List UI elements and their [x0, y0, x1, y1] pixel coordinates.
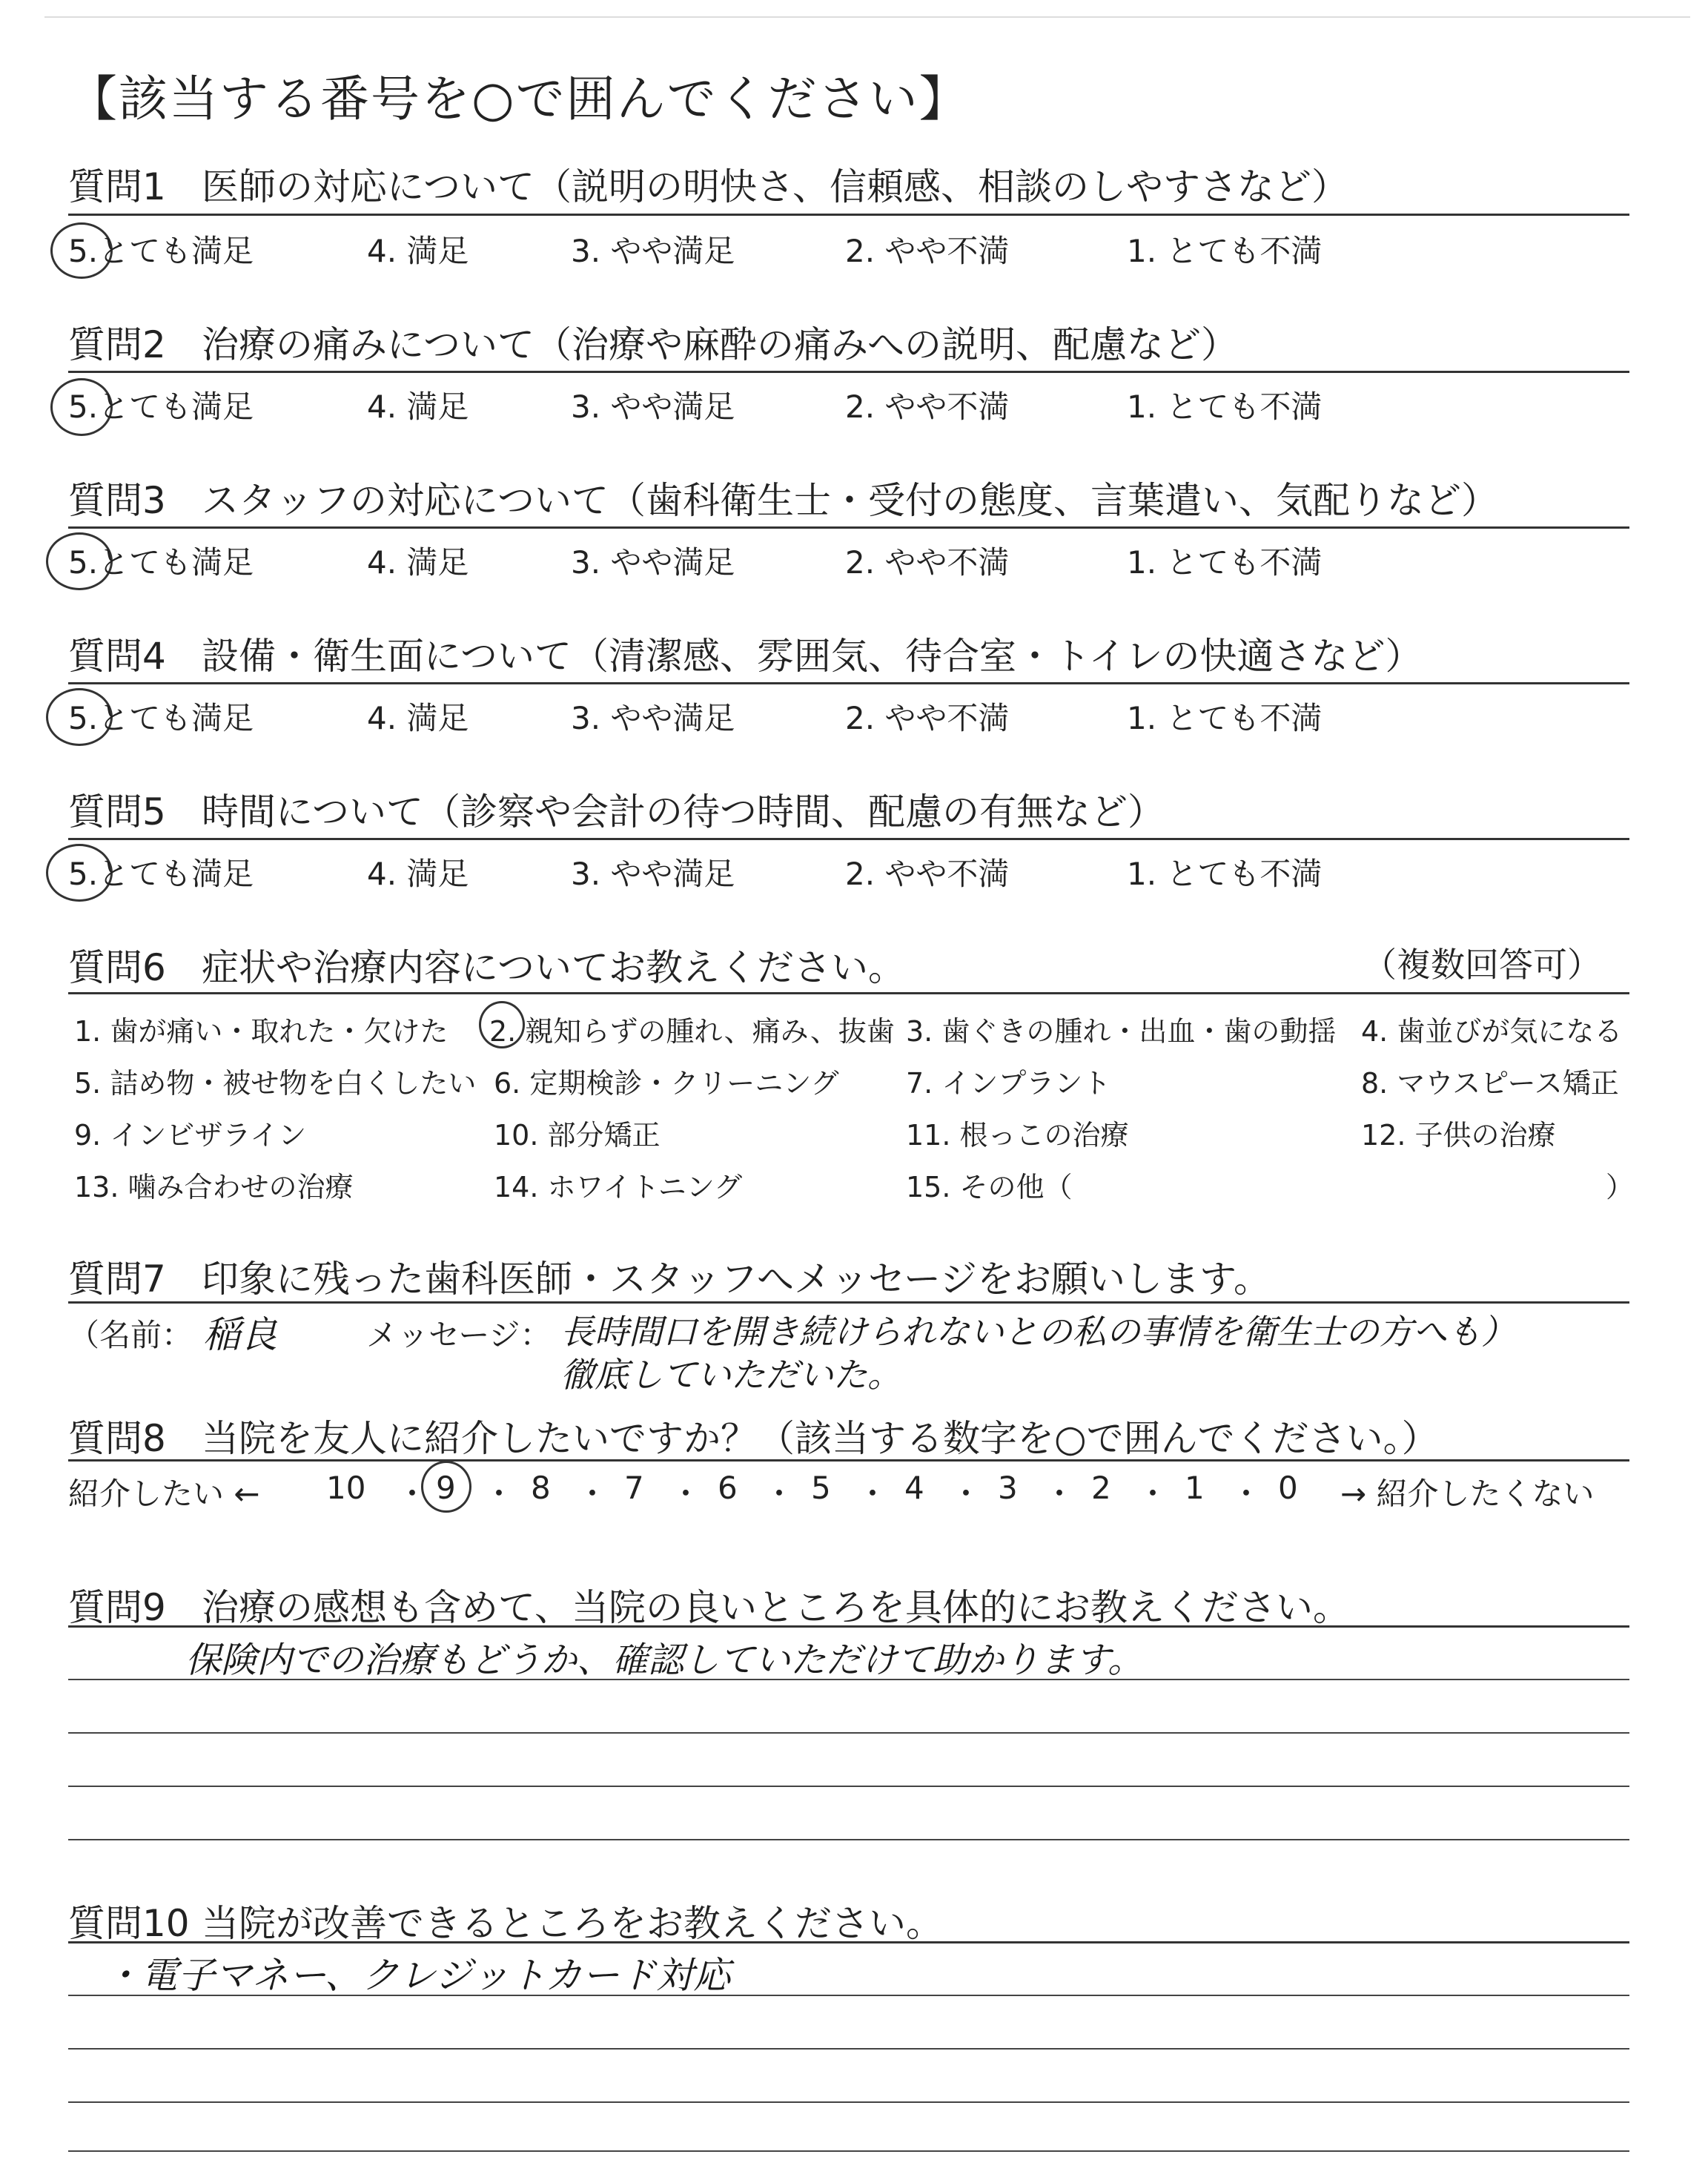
q8-dot: ・ — [1044, 1476, 1076, 1512]
answer-line — [68, 2150, 1629, 2152]
question-10-number: 質問10 — [68, 1902, 190, 1945]
question-7-text: 印象に残った歯科医師・スタッフへメッセージをお願いします。 — [202, 1258, 1271, 1301]
q8-dot: ・ — [857, 1476, 889, 1512]
q6-item-2[interactable]: 2. 親知らずの腫れ、痛み、抜歯 — [489, 1015, 895, 1048]
q8-dot: ・ — [1137, 1476, 1169, 1512]
q6-item-11[interactable]: 11. 根っこの治療 — [906, 1119, 1129, 1152]
answer-line — [68, 2101, 1629, 2103]
q7-name-value[interactable]: 稲良 — [203, 1313, 277, 1356]
question-9-rule — [68, 1625, 1629, 1628]
q6-item-7[interactable]: 7. インプラント — [906, 1067, 1111, 1100]
q5-option-3[interactable]: 3. やや満足 — [571, 856, 735, 892]
question-9 — [68, 1578, 1350, 1631]
answer-line — [68, 1732, 1629, 1734]
q2-option-4[interactable]: 4. 満足 — [367, 389, 469, 425]
q7-name-label: （名前： — [68, 1317, 193, 1353]
question-6 — [68, 938, 905, 991]
q6-item-13[interactable]: 13. 噛み合わせの治療 — [74, 1171, 354, 1203]
q8-scale-9[interactable]: 9 — [436, 1470, 456, 1506]
answer-line — [68, 1786, 1629, 1787]
q8-scale-5[interactable]: 5 — [811, 1470, 831, 1506]
answer-line — [68, 1839, 1629, 1840]
q8-dot: ・ — [764, 1476, 795, 1512]
q8-scale-4[interactable]: 4 — [904, 1470, 924, 1506]
question-6-note: （複数回答可） — [1363, 945, 1601, 985]
q6-item-3[interactable]: 3. 歯ぐきの腫れ・出血・歯の動揺 — [906, 1015, 1337, 1048]
q5-option-5[interactable]: 5.とても満足 — [68, 856, 254, 892]
q8-left-label: 紹介したい ← — [68, 1476, 260, 1512]
q2-option-2[interactable]: 2. やや不満 — [845, 389, 1010, 425]
question-4 — [68, 627, 1423, 680]
q2-option-1[interactable]: 1. とても不満 — [1127, 389, 1323, 425]
q8-dot: ・ — [670, 1476, 702, 1512]
question-1-number: 質問1 — [68, 165, 166, 208]
question-3-number: 質問3 — [68, 479, 166, 522]
question-6-text: 症状や治療内容についてお教えください。 — [202, 946, 905, 989]
q6-item-6[interactable]: 6. 定期検診・クリーニング — [494, 1067, 839, 1100]
q6-item-14[interactable]: 14. ホワイトニング — [494, 1171, 743, 1203]
question-4-rule — [68, 682, 1629, 684]
question-6-number: 質問6 — [68, 946, 166, 989]
q5-option-2[interactable]: 2. やや不満 — [845, 856, 1010, 892]
question-10 — [68, 1894, 943, 1947]
q8-dot: ・ — [483, 1476, 515, 1512]
question-5-text: 時間について（診察や会計の待つ時間、配慮の有無など） — [202, 790, 1165, 833]
q4-option-5[interactable]: 5.とても満足 — [68, 700, 254, 736]
q3-option-2[interactable]: 2. やや不満 — [845, 544, 1010, 581]
question-8 — [68, 1409, 1439, 1462]
question-7 — [68, 1249, 1271, 1303]
q8-scale-1[interactable]: 1 — [1185, 1470, 1205, 1506]
question-5-rule — [68, 838, 1629, 840]
question-7-number: 質問7 — [68, 1258, 166, 1301]
q1-option-3[interactable]: 3. やや満足 — [571, 233, 735, 269]
q7-message-line1[interactable]: 長時間口を開き続けられないとの私の事情を衛生士の方へも） — [560, 1312, 1515, 1352]
q3-option-4[interactable]: 4. 満足 — [367, 544, 469, 581]
question-5-number: 質問5 — [68, 790, 166, 833]
q6-item-15[interactable]: 15. その他（ — [906, 1171, 1073, 1203]
q8-scale-8[interactable]: 8 — [531, 1470, 551, 1506]
q8-scale-7[interactable]: 7 — [624, 1470, 644, 1506]
q8-dot: ・ — [397, 1476, 428, 1512]
question-2 — [68, 315, 1238, 369]
q5-option-4[interactable]: 4. 満足 — [367, 856, 469, 892]
page-top-edge — [44, 16, 1690, 18]
question-8-number: 質問8 — [68, 1417, 166, 1460]
question-3-rule — [68, 526, 1629, 529]
q5-option-1[interactable]: 1. とても不満 — [1127, 856, 1323, 892]
q8-scale-0[interactable]: 0 — [1278, 1470, 1298, 1506]
answer-line — [68, 1995, 1629, 1996]
q1-option-1[interactable]: 1. とても不満 — [1127, 233, 1323, 269]
question-10-rule — [68, 1941, 1629, 1943]
question-9-text: 治療の感想も含めて、当院の良いところを具体的にお教えください。 — [202, 1586, 1350, 1629]
q6-item-8[interactable]: 8. マウスピース矯正 — [1361, 1067, 1619, 1100]
q8-right-label: → 紹介したくない — [1340, 1476, 1595, 1512]
q8-scale-6[interactable]: 6 — [718, 1470, 738, 1506]
question-3 — [68, 471, 1498, 524]
q4-option-3[interactable]: 3. やや満足 — [571, 700, 735, 736]
q6-item-9[interactable]: 9. インビザライン — [74, 1119, 307, 1152]
q7-message-line2[interactable]: 徹底していただいた。 — [560, 1355, 901, 1395]
q1-option-2[interactable]: 2. やや不満 — [845, 233, 1010, 269]
q3-option-1[interactable]: 1. とても不満 — [1127, 544, 1323, 581]
question-2-rule — [68, 371, 1629, 373]
question-6-rule — [68, 992, 1629, 994]
question-8-text: 当院を友人に紹介したいですか？（該当する数字を○で囲んでください。） — [202, 1417, 1439, 1460]
q8-scale-2[interactable]: 2 — [1091, 1470, 1111, 1506]
q8-scale-3[interactable]: 3 — [998, 1470, 1018, 1506]
question-2-text: 治療の痛みについて（治療や麻酔の痛みへの説明、配慮など） — [202, 323, 1238, 366]
question-8-rule — [68, 1459, 1629, 1462]
q6-item-15-close: ） — [1606, 1171, 1635, 1203]
q6-item-5[interactable]: 5. 詰め物・被せ物を白くしたい — [74, 1067, 477, 1100]
question-5 — [68, 782, 1165, 836]
question-3-text: スタッフの対応について（歯科衛生士・受付の態度、言葉遣い、気配りなど） — [202, 479, 1498, 522]
q1-option-4[interactable]: 4. 満足 — [367, 233, 469, 269]
q1-option-5[interactable]: 5.とても満足 — [68, 233, 254, 269]
q6-item-1[interactable]: 1. 歯が痛い・取れた・欠けた — [74, 1015, 448, 1048]
answer-line — [68, 1679, 1629, 1680]
q8-dot: ・ — [950, 1476, 982, 1512]
question-4-text: 設備・衛生面について（清潔感、雰囲気、待合室・トイレの快適さなど） — [202, 635, 1423, 678]
question-9-number: 質問9 — [68, 1586, 166, 1629]
q8-scale-10[interactable]: 10 — [326, 1470, 366, 1506]
question-1-text: 医師の対応について（説明の明快さ、信頼感、相談のしやすさなど） — [202, 165, 1348, 208]
q6-item-12[interactable]: 12. 子供の治療 — [1361, 1119, 1556, 1152]
q4-option-2[interactable]: 2. やや不満 — [845, 700, 1010, 736]
q4-option-1[interactable]: 1. とても不満 — [1127, 700, 1323, 736]
question-4-number: 質問4 — [68, 635, 166, 678]
q3-option-5[interactable]: 5.とても満足 — [68, 544, 254, 581]
question-1-rule — [68, 214, 1629, 216]
q4-option-4[interactable]: 4. 満足 — [367, 700, 469, 736]
question-1 — [68, 157, 1348, 211]
q6-item-4[interactable]: 4. 歯並びが気になる — [1361, 1015, 1623, 1048]
q8-dot: ・ — [1231, 1476, 1262, 1512]
question-10-text: 当院が改善できるところをお教えください。 — [202, 1902, 943, 1945]
q9-answer[interactable]: 保険内での治療もどうか、確認していただけて助かります。 — [185, 1639, 1144, 1681]
q2-option-3[interactable]: 3. やや満足 — [571, 389, 735, 425]
instruction-heading: 【該当する番号を○で囲んでください】 — [68, 70, 970, 128]
q7-message-label: メッセージ： — [366, 1317, 552, 1353]
answer-line — [68, 2048, 1629, 2050]
q6-item-10[interactable]: 10. 部分矯正 — [494, 1119, 661, 1152]
question-2-number: 質問2 — [68, 323, 166, 366]
q8-dot: ・ — [577, 1476, 609, 1512]
q10-answer[interactable]: ・電子マネー、クレジットカード対応 — [104, 1954, 731, 1997]
q2-option-5[interactable]: 5.とても満足 — [68, 389, 254, 425]
question-7-rule — [68, 1301, 1629, 1304]
q3-option-3[interactable]: 3. やや満足 — [571, 544, 735, 581]
